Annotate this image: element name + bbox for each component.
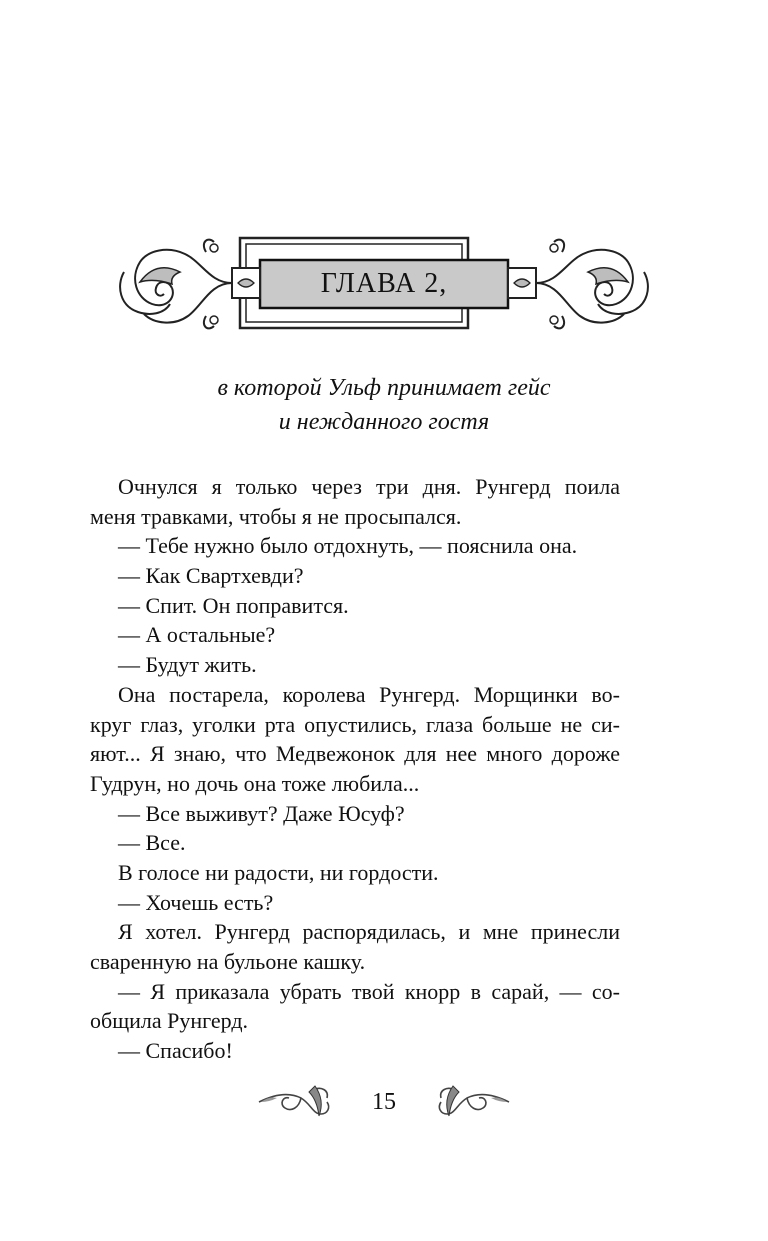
- text-line: меня травками, чтобы я не просыпался.: [90, 503, 462, 529]
- footer-ornament-right-icon: [433, 1080, 513, 1124]
- text-line: круг глаз, уголки рта опустились, глаза больше не си-: [90, 711, 620, 737]
- text-line: — А остальные?: [118, 622, 276, 648]
- chapter-subtitle-line-1: в которой Ульф принимает гейс: [217, 375, 551, 401]
- text-line: — Как Свартхевди?: [118, 563, 304, 589]
- text-line: — Спит. Он поправится.: [118, 592, 349, 618]
- text-line: — Хочешь есть?: [118, 889, 274, 915]
- chapter-subtitle-line-2: и нежданного гостя: [278, 409, 490, 435]
- page-number: 15: [372, 1089, 396, 1115]
- text-line: Она постарела, королева Рунгерд. Морщинки во-: [118, 681, 620, 707]
- text-line: Я хотел. Рунгерд распорядилась, и мне принесли: [118, 919, 620, 945]
- text-line: яют... Я знаю, что Медвежонок для нее много дороже: [90, 741, 620, 767]
- text-line: Очнулся я только через три дня. Рунгерд поила: [118, 474, 620, 499]
- text-line: — Спасибо!: [118, 1038, 233, 1064]
- text-line: Гудрун, но дочь она тоже любила...: [90, 770, 420, 796]
- chapter-header-ornament: [110, 232, 658, 336]
- chapter-title: ГЛАВА 2,: [320, 268, 448, 299]
- body-text: [90, 472, 620, 1066]
- text-line: — Будут жить.: [118, 652, 257, 678]
- page-footer: [255, 1080, 513, 1124]
- text-line: сваренную на бульоне кашку.: [90, 949, 366, 974]
- text-line: — Все.: [118, 830, 186, 856]
- text-line: — Я приказала убрать твой кнорр в сарай, — со-: [118, 978, 620, 1004]
- text-line: общила Рунгерд.: [90, 1008, 249, 1034]
- text-line: — Все выживут? Даже Юсуф?: [118, 800, 405, 826]
- text-line: В голосе ни радости, ни гордости.: [118, 859, 439, 885]
- text-line: — Тебе нужно было отдохнуть, — пояснила она.: [118, 533, 578, 559]
- footer-ornament-left-icon: [255, 1080, 335, 1124]
